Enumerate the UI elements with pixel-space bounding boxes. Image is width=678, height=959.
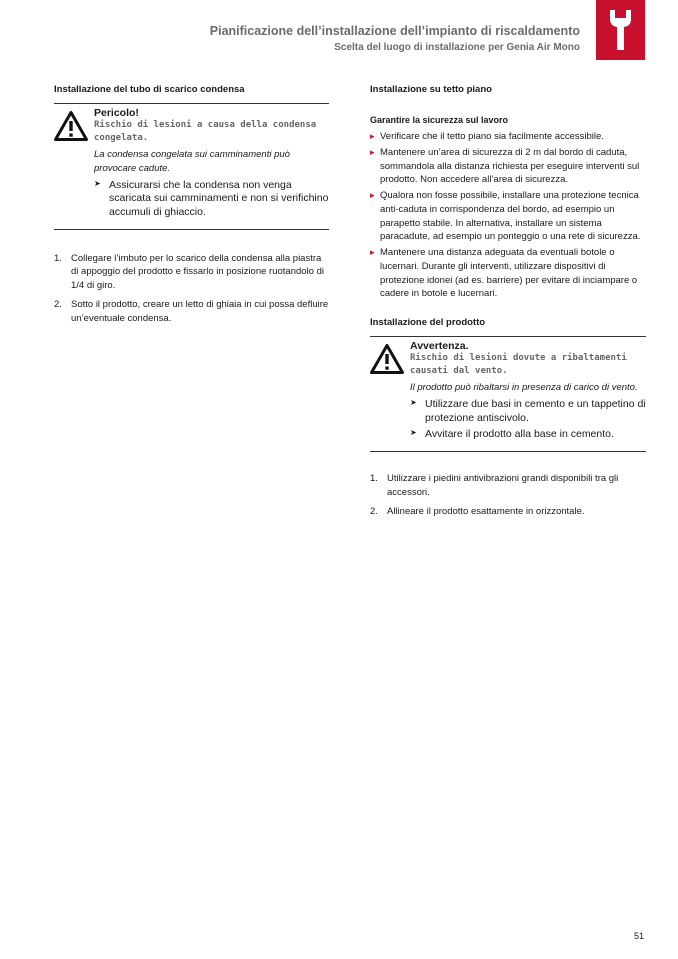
chapter-tab (596, 0, 645, 60)
list-item: 2. Sotto il prodotto, creare un letto di ghiaia in cui possa defluire un’eventuale condensa. (54, 298, 329, 324)
right-column (370, 84, 646, 523)
list-item: ▸ Verificare che il tetto piano sia facilmente accessibile. (370, 130, 646, 144)
warning-triangle-icon (370, 344, 404, 374)
list-item: ▸ Mantenere un’area di sicurezza di 2 m dal bordo di caduta, sommandola alla distanza richiesta per eseguire interventi sul prodotto. Non accedere all’area di sicurezza. (370, 146, 646, 187)
safety-heading: Garantire la sicurezza sul lavoro (370, 115, 509, 125)
danger-warning-box (54, 104, 329, 230)
caution-warning-box (370, 337, 646, 452)
condensate-heading: Installazione del tubo di scarico condensa (54, 84, 329, 104)
warning-consequence: La condensa congelata sui camminamenti può provocare cadute. (94, 149, 290, 174)
flat-roof-heading: Installazione su tetto piano (370, 84, 492, 95)
warning-title: Avvertenza. (410, 340, 469, 353)
product-steps (370, 472, 646, 518)
warning-action: ➤ Assicurarsi che la condensa non venga scaricata sui camminamenti e non si verifichino accumuli di ghiaccio. (94, 179, 329, 220)
warning-action: ➤ Utilizzare due basi in cemento e un tappetino di protezione antiscivolo. (410, 398, 646, 425)
header-subtitle: Scelta del luogo di installazione per Genia Air Mono (334, 42, 580, 53)
left-column (54, 84, 329, 330)
list-item: 1. Utilizzare i piedini antivibrazioni grandi disponibili tra gli accessori. (370, 473, 619, 498)
list-item: ▸ Mantenere una distanza adeguata da eventuali botole o lucernari. Durante gli interventi, utilizzare dispositivi di protezione idonei (ad es. barriere) per evitare di inciampare o cadere in botole e lucernari. (370, 246, 646, 301)
list-item: 1. Collegare l’imbuto per lo scarico della condensa alla piastra di appoggio del prodotto e fissarlo in posizione ruotandolo di 1/4 di giro. (54, 252, 324, 292)
warning-consequence: Il prodotto può ribaltarsi in presenza di carico di vento. (410, 382, 638, 394)
warning-description: Rischio di lesioni dovute a ribaltamenti causati dal vento. (410, 353, 627, 376)
list-item: 2. Allineare il prodotto esattamente in orizzontale. (370, 505, 585, 517)
safety-bullets (370, 130, 646, 301)
page-number: 51 (633, 931, 644, 941)
warning-title: Pericolo! (94, 107, 139, 119)
product-heading: Installazione del prodotto (370, 317, 646, 337)
warning-triangle-icon (54, 111, 88, 141)
wrench-icon (606, 8, 635, 52)
warning-action: ➤ Avvitare il prodotto alla base in cemento. (410, 428, 646, 442)
condensate-steps (54, 252, 329, 326)
warning-description: Rischio di lesioni a causa della condensa congelata. (94, 120, 317, 143)
list-item: ▸ Qualora non fosse possibile, installare una protezione tecnica anti-caduta in corrispondenza del bordo, ad esempio un parapetto stabile. In alternativa, installare un sistema paracadute, ad esempio un ponteggio o una rete di sicurezza. (370, 189, 646, 244)
header-title: Pianificazione dell’installazione dell’impianto di riscaldamento (209, 24, 580, 38)
